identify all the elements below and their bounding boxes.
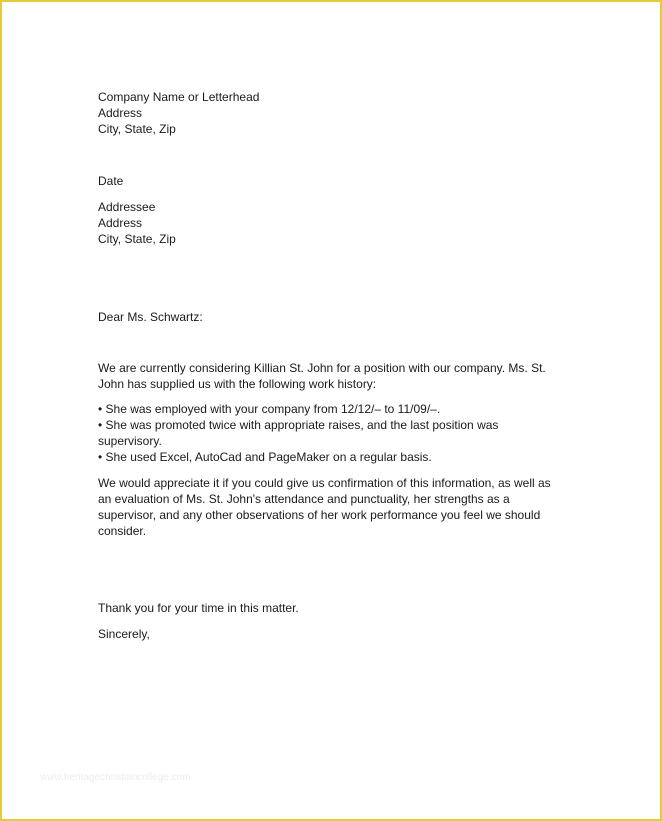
history-item-software: • She used Excel, AutoCad and PageMaker on a regular basis. <box>98 450 432 464</box>
thanks-block <box>98 600 568 616</box>
closing-block <box>98 626 568 642</box>
recipient-city-state-zip: City, State, Zip <box>98 232 176 246</box>
salutation: Dear Ms. Schwartz: <box>98 310 203 324</box>
sender-block <box>98 89 568 137</box>
sender-city-state-zip: City, State, Zip <box>98 122 176 136</box>
date-block <box>98 173 568 189</box>
history-item-employment: • She was employed with your company from 12/12/– to 11/09/–. <box>98 402 441 416</box>
sender-address: Address <box>98 106 143 120</box>
salutation-block <box>98 309 568 325</box>
history-list <box>98 401 518 465</box>
recipient-block <box>98 199 568 247</box>
request-text: We would appreciate it if you could give us confirmation of this information, as well as an evaluation of Ms. St. John's attendance and punctuality, her strengths as a supervisor, and any other observations of her work performance you feel we should consider. <box>98 476 551 538</box>
recipient-address: Address <box>98 216 143 230</box>
closing-text: Sincerely, <box>98 627 150 641</box>
letter-date: Date <box>98 174 124 188</box>
thanks-text: Thank you for your time in this matter. <box>98 601 299 615</box>
history-item-promotion: • She was promoted twice with appropriate raises, and the last position was supervisory. <box>98 418 499 448</box>
intro-paragraph <box>98 360 558 392</box>
intro-text: We are currently considering Killian St. John for a position with our company. Ms. St. John has supplied us with the following work history: <box>98 361 546 391</box>
request-paragraph <box>98 475 560 539</box>
sender-company: Company Name or Letterhead <box>98 90 260 104</box>
recipient-name: Addressee <box>98 200 156 214</box>
watermark-text: www.heritagechristiancollege.com <box>40 772 191 783</box>
